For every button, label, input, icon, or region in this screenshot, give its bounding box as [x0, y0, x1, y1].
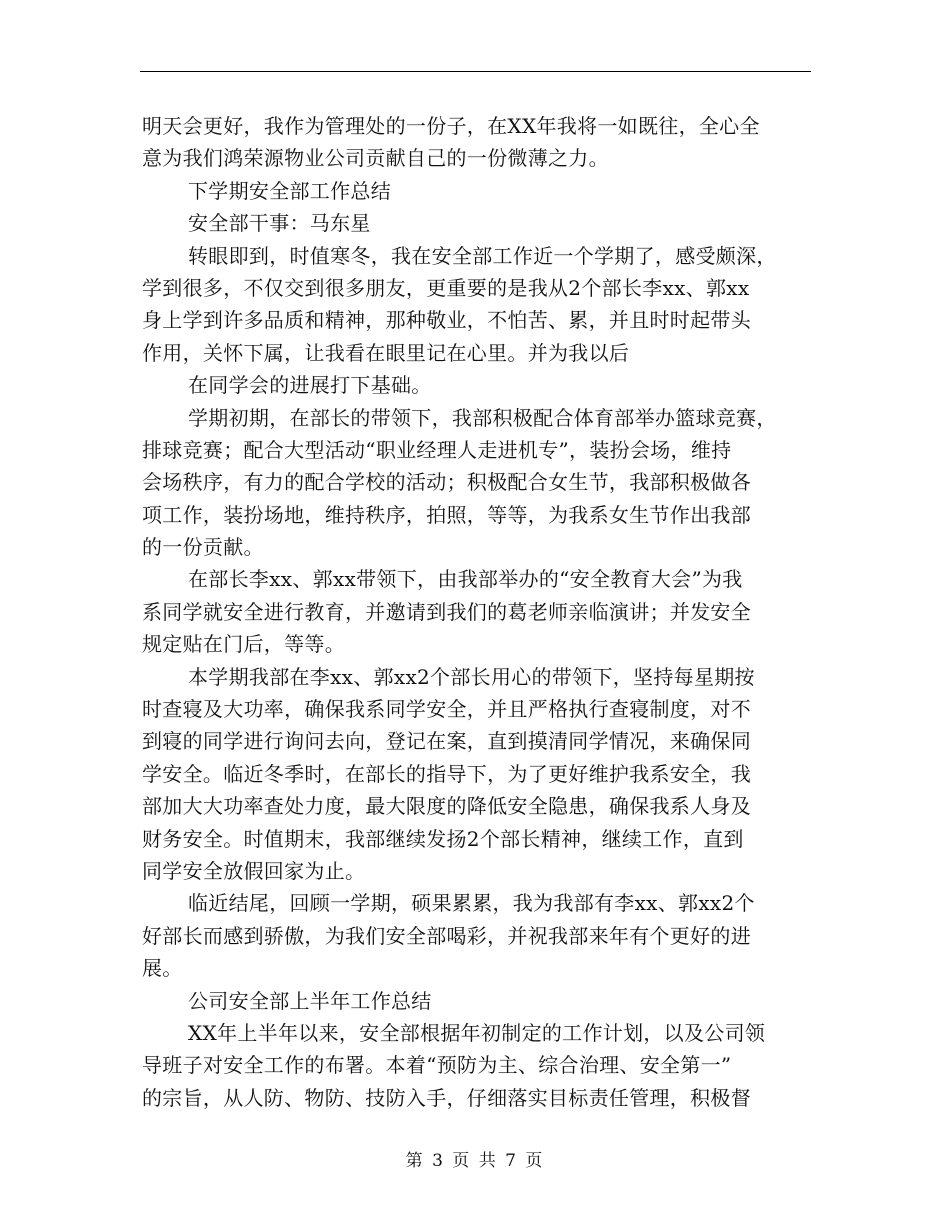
- text-line: 导班子对安全工作的布署。本着“预防为主、综合治理、安全第一”: [142, 1053, 732, 1078]
- text-line: XX年上半年以来，安全部根据年初制定的工作计划，以及公司领: [188, 1020, 766, 1045]
- text-line: 意为我们鸿荣源物业公司贡献自己的一份微薄之力。: [142, 146, 609, 171]
- text-line: 展。: [142, 956, 183, 981]
- text-line: 明天会更好，我作为管理处的一份子，在XX年我将一如既往，全心全: [142, 114, 760, 138]
- text-line: 安全部干事：马东星: [188, 211, 371, 236]
- text-line: 临近结尾，回顾一学期，硕果累累，我为我部有李xx、郭xx2个: [188, 891, 755, 916]
- text-line: 好部长而感到骄傲，为我们安全部喝彩，并祝我部来年有个更好的进: [142, 923, 751, 948]
- document-body: [142, 110, 810, 1114]
- text-line: 公司安全部上半年工作总结: [188, 988, 432, 1013]
- text-line: 转眼即到，时值寒冬，我在安全部工作近一个学期了，感受颇深，: [188, 243, 777, 268]
- text-line: 排球竞赛；配合大型活动“职业经理人走进机专”，装扮会场，维持: [142, 437, 732, 462]
- text-line: 下学期安全部工作总结: [188, 178, 391, 203]
- header-rule: [140, 71, 811, 72]
- text-line: 学期初期，在部长的带领下，我部积极配合体育部举办篮球竞赛，: [188, 405, 777, 430]
- text-line: 会场秩序，有力的配合学校的活动；积极配合女生节，我部积极做各: [142, 470, 751, 495]
- text-line: 学安全。临近冬季时，在部长的指导下，为了更好维护我系安全，我: [142, 761, 751, 786]
- text-line: 在部长李xx、郭xx带领下，由我部举办的“安全教育大会”为我: [188, 567, 743, 592]
- text-line: 同学安全放假回家为止。: [142, 858, 366, 883]
- text-line: 在同学会的进展打下基础。: [188, 373, 432, 398]
- text-line: 时查寝及大功率，确保我系同学安全，并且严格执行查寝制度，对不: [142, 697, 751, 722]
- text-line: 学到很多，不仅交到很多朋友，更重要的是我从2个部长李xx、郭xx: [142, 275, 750, 300]
- text-line: 作用，关怀下属，让我看在眼里记在心里。并为我以后: [142, 340, 630, 365]
- text-line: 财务安全。时值期末，我部继续发扬2个部长精神，继续工作，直到: [142, 826, 744, 851]
- text-line: 系同学就安全进行教育，并邀请到我们的葛老师亲临演讲；并发安全: [142, 599, 751, 624]
- text-line: 规定贴在门后，等等。: [142, 632, 345, 657]
- text-line: 的一份贡献。: [142, 535, 264, 560]
- text-line: 到寝的同学进行询问去向，登记在案，直到摸清同学情况，来确保同: [142, 729, 751, 754]
- text-line: 的宗旨，从人防、物防、技防入手，仔细落实目标责任管理，积极督: [142, 1085, 751, 1110]
- page-footer: 第 3 页 共 7 页: [405, 1151, 545, 1171]
- text-line: 项工作，装扮场地，维持秩序，拍照，等等，为我系女生节作出我部: [142, 502, 751, 527]
- text-line: 身上学到许多品质和精神，那种敬业，不怕苦、累，并且时时起带头: [142, 308, 751, 333]
- text-line: 部加大大功率查处力度，最大限度的降低安全隐患，确保我系人身及: [142, 794, 751, 819]
- text-line: 本学期我部在李xx、郭xx2个部长用心的带领下，坚持每星期按: [188, 664, 755, 689]
